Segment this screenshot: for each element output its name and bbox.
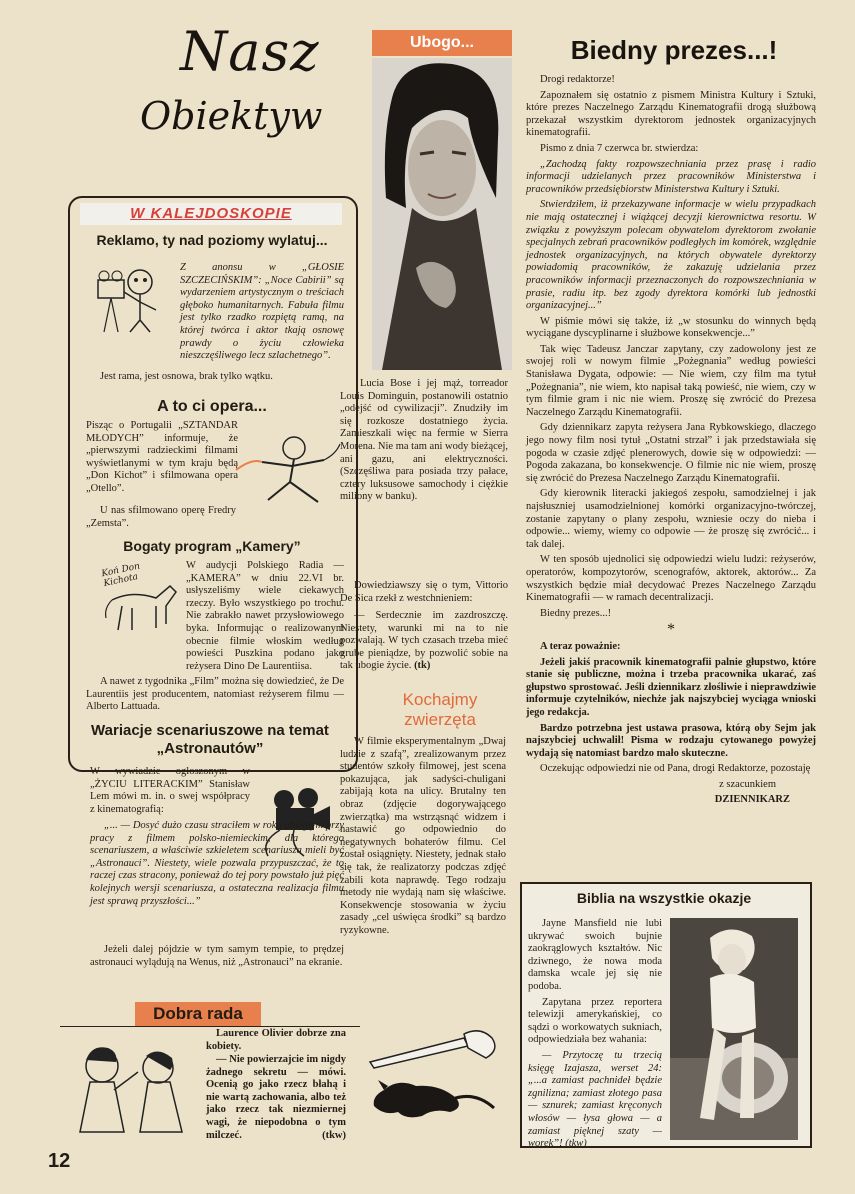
- biedny-serious-lead: A teraz poważnie:: [540, 640, 621, 652]
- item-end-reklamo: Jest rama, jest osnowa, brak tylko wątku.: [100, 371, 273, 382]
- item-body-reklamo: [180, 262, 344, 363]
- kochajmy-title-2: zwierzęta: [404, 710, 476, 729]
- biblia-text: [528, 918, 662, 1154]
- item-body-opera: Pisząc o Portugalii „SZTANDAR MŁODYCH” informuje, że „pierwszymi radzieckimi filmami wyświetlanymi w tym kraju będą „Don Kichot” i sfilmowana opera „Otello”.: [86, 420, 238, 494]
- biblia-p3: [528, 1050, 662, 1151]
- biedny-b1: Jeżeli jakiś pracownik kinematografii palnie głupstwo, które stanie się publiczne, można i trzeba pracownika ukarać, zaś głupstwo sprostować. Jeśli dziennikarz złośliwie i nieprawdziwie informuje czytelników, niechże jak najszybciej wyciąga wnioski jego redakcja.: [526, 656, 816, 718]
- sketch-cameraman: [90, 262, 180, 334]
- biedny-p9: Oczekując odpowiedzi nie od Pana, drogi Redaktorze, pozostaję: [540, 763, 811, 775]
- sketch-horse-label: Koń Don Kichota: [100, 561, 141, 590]
- item-end-opera: U nas sfilmowano operę Fredry „Zemsta”.: [86, 505, 236, 529]
- biedny-p7: W ten sposób ujednolici się odpowiedzi wielu ludzi: reżyserów, operatorów, kompozytorów, scenografów, aktorek, aktorów... Za wszystkich będzie miał decydować Prezes Naczelnego Zarządu Kinematografii — w ramach decentralizacji.: [526, 554, 816, 604]
- ubogo-sign: (tk): [414, 660, 431, 672]
- biedny-regards: z szacunkiem: [719, 778, 776, 790]
- biedny-p2: Pismo z dnia 7 czerwca br. stwierdza:: [540, 142, 699, 154]
- item-title-kamera: Bogaty program „Kamery”: [123, 538, 301, 554]
- sketch-horse: [92, 562, 188, 642]
- biedny-q1: „Zachodzą fakty rozpowszechniania przez prasę i radio informacji udzielanych przez pracowników Ministerstwa i pracowników przedsiębiorstw Ministerstwa Kultury i Sztuki.: [526, 158, 816, 195]
- biedny-p1: Zapoznałem się ostatnio z pismem Ministra Kultury i Sztuki, które prezes Naczelnego Zarządu Kinematografii drogą służbową przekazał wszystkim dyrektorom jednostek organizacyjnych kinematografii.: [526, 89, 816, 139]
- biblia-p3-text: — Przytoczę tu trzecią księgę Izajasza, werset 24: „...a zamiast pachnideł będzie zgnilizna; zamiast złotego pasa — sznurek; zamiast kręconych włosów — łysa głowa — a zamiast pięknej szaty — worek”!: [528, 1049, 662, 1150]
- kalejdoskop-label: [80, 203, 342, 225]
- item-end-wariacje: Jeżeli dalej pójdzie w tym samym tempie, to prędzej astronauci wylądują na Wenus, niż „Astronauci” na ekranie.: [90, 944, 344, 968]
- biedny-star: *: [667, 621, 675, 639]
- dobra-rada-title: Dobra rada: [153, 1004, 243, 1023]
- biedny-p8: Biedny prezes...!: [540, 607, 612, 619]
- masthead-line-2: Obiektyw: [140, 94, 323, 138]
- ubogo-body: Lucia Bose i jej mąż, torreador Louis Dominguin, postanowili ostatnio „odejść od cywilizacji”. Znudziły im się rozkosze dostatniego życia. Zamieszkali więc na fermie w Sierra Morena. Nie ma tam ani wody bieżącej, ani gazu, ani elektryczności. (Szczęśliwa para posiada trzy pałace, cztery luksusowe samochody i ciężkie miliony w banku).: [340, 378, 508, 503]
- dobra-rada-sign: (tkw): [322, 1130, 346, 1141]
- biblia-title: Biblia na wszystkie okazje: [576, 890, 752, 906]
- sketch-gossip-women: [62, 1036, 202, 1140]
- sketch-cat-knife: [364, 1020, 514, 1130]
- biedny-p6: Gdy kierownik literacki jakiegoś zespołu, samodzielnej i jak najsłuszniej usamodzielnionej komórki organizacyjno-twórczej, zostanie zapytany o plany zespołu, wzniesie oczy do nieba i odpowie... wiemy, wiemy co odpowie — że proszę się zwrócić... i tak dalej.: [526, 488, 816, 550]
- biedny-b2: Bardzo potrzebna jest ustawa prasowa, którą oby Sejm jak najszybciej uchwalił! Pisma w rodzaju cytowanego powyżej wydają się natomiast bardzo mało skuteczne.: [526, 722, 816, 759]
- masthead: [140, 20, 323, 170]
- biblia-p2: Zapytana przez reportera telewizji amerykańskiej, co sądzi o workowatych sukniach, odpowiedziała bez wahania:: [528, 996, 662, 1046]
- biedny-p3: W piśmie mówi się także, iż „w stosunku do winnych będą wyciągane dyscyplinarne i służbowe konsekwencje...”: [526, 315, 816, 340]
- item-title-reklamo: Reklamo, ty nad poziomy wylatuj...: [96, 232, 328, 248]
- dobra-rada-label: [135, 1002, 261, 1026]
- biblia-sign: (tkw): [565, 1138, 587, 1150]
- biedny-text: [526, 74, 816, 810]
- biedny-p5: Gdy dziennikarz zapyta reżysera Jana Rybkowskiego, dlaczego jego nowy film nosi tytuł „Ostatni strzał” i jak przedstawiała się pogoda w czasie zdjęć plenerowych, dowie się w odpowiedzi: — Pogoda zakazana, bo konsekwencje. O filmie nic nie wiem, proszę się zwrócić do Prezesa Naczelnego Zarządu Kinematografii.: [526, 422, 816, 484]
- biedny-title: Biedny prezes...!: [570, 35, 778, 65]
- biblia-p1: Jayne Mansfield nie lubi ukrywać swoich bujnie zaokrąglowych kształtów. Nic dziwnego, że nowa moda damska wcale jej się nie podoba.: [528, 918, 662, 992]
- kochajmy-title-1: Kochajmy: [402, 690, 478, 709]
- ubogo-banner-text: Ubogo...: [410, 34, 474, 51]
- item-title-opera: A to ci opera...: [157, 398, 267, 415]
- sketch-running-man: [232, 430, 344, 510]
- ubogo-banner: [372, 30, 512, 56]
- masthead-line-1: Nasz: [180, 20, 320, 83]
- item-end-kamera: A nawet z tygodnika „Film” można się dowiedzieć, że De Laurentiis jest producentem, natomiast reżyserem filmu — Alberto Lattuada.: [86, 676, 344, 713]
- item-body-reklamo-text: Z anonsu w „GŁOSIE SZCZECIŃSKIM”: „Noce Cabirii” są wydarzeniem artystycznym o treściach głęboko humanitarnych. Fabuła filmu jest tylko rzadko rozpiętą ramą, na której twórca i aktor tkają osnowę prawdy o życiu człowieka nieszczęśliwego lecz szlachetnego”.: [180, 262, 344, 362]
- ubogo-end: Dowiedziawszy się o tym, Vittorio De Sica rzekł z westchnieniem:: [340, 580, 508, 604]
- kochajmy-body: W filmie eksperymentalnym „Dwaj ludzie z szafą”, zrealizowanym przez studentów szkoły filmowej, jest scena pokazująca, jak sadyści-chuligani zabijają kota na ulicy. Brutalny ten obraz (zdjęcie dogorywającego zwierzątka) ma wstrząsnąć widzem i nastawić go odpowiednio do negatywnych bohaterów filmu. Cel został osiągnięty. Niestety, jednak stało się tak, że realizatorzy podczas zdjęć zabili kota naprawdę. Tego rodzaju metody nie wydają nam się właściwe. Konsekwencje stosowania w życiu zasady „cel uświęca środki” są bardzo ryzykowne.: [340, 736, 506, 936]
- page-number: 12: [48, 1150, 71, 1172]
- item-body-wariacje: W wywiadzie ogłoszonym w „ŻYCIU LITERACKIM” Stanisław Lem mówi m. in. o swej współpracy z kinematografią:: [90, 766, 250, 815]
- biedny-p4: Tak więc Tadeusz Janczar zapytany, czy zadowolony jest ze swojej roli w nowym filmie „Pożegnania” według powieści Stanisława Dygata, odpowie: — Nie wiem, czy film ma tytuł „Pożegnania”, nie wiem, kto napisał taką powieść, nie wiem, czy w tym filmie gram i nic nie wiem. Proszę się zwrócić do Prezesa Naczelnego Zarządu Kinematografii.: [526, 343, 816, 418]
- biedny-q2: Stwierdziłem, iż przekazywane informacje w wielu przypadkach nie mają ostatecznej i wiążącej decyzji kierownictwa resortu. W związku z powyższym polecam obywatelom dyrektorom zwołanie specjalnych zebrań pracowników podległych im komórek, względnie jednostek organizacyjnych, na których obywatele dyrektorzy powiadomią pracowników, że zakazuję udzielania przez pracowników informacji przeznaczonych do rozpowszechniania w prasie, radiu itp. bez zgody dyrektora komórki lub jednostki organizacyjnej...”: [526, 199, 816, 312]
- jayne-mansfield-photo: [670, 918, 798, 1140]
- item-title-wariacje: Wariacje scenariuszowe na temat „Astronautów”: [91, 722, 329, 757]
- ubogo-quote: [340, 610, 508, 673]
- dobra-rada-body: Laurence Olivier dobrze zna kobiety.: [206, 1028, 346, 1052]
- ubogo-quote-text: — Serdecznie im zazdroszczę. Niestety, warunki mi na to nie pozwalają. W tych czasach trzeba mieć grube pieniądze, by pozwolić sobie na tak ubogie życie.: [340, 610, 508, 672]
- kalejdoskop-label-text: W KALEJDOSKOPIE: [130, 205, 292, 222]
- item-body-kamera: W audycji Polskiego Radia — „KAMERA” w dniu 22.VI br. usłyszeliśmy wiele ciekawych rzeczy. Było wszystkiego po trochu. Nie zabrakło nawet przysłowiowego byka. Informując o realizowanym obecnie filmie włoskim według powieści Puszkina podano jako reżysera Dino De Laurentiisa.: [186, 560, 344, 672]
- biedny-salutation: Drogi redaktorze!: [540, 74, 615, 85]
- lucia-bose-photo: [372, 58, 512, 370]
- biedny-signature: DZIENNIKARZ: [714, 794, 790, 806]
- dobra-rada-quote: — Nie powierzajcie im nigdy żadnego sekretu — mówi. Ocenią go jako rzecz błahą i nie wartą zachowania, albo też jako rzecz tak niezmiernej wagi, że niepodobna o tym milczeć.: [206, 1054, 346, 1141]
- item-quote-wariacje: „... — Dosyć dużo czasu straciłem w roku ubiegłym przy pracy z filmem polsko-niemieckim, dla którego scenariuszem, a właściwie szkieletem scenariusza mieli być „Astronauci”. Niestety, wiele pozwala przypuszczać, że to raczej czas stracony, ponieważ do tej pory powstało już pięć kolejnych wersji scenariusza, a ostateczna realizacja filmu jest sprawą przyszłości...”: [90, 820, 344, 907]
